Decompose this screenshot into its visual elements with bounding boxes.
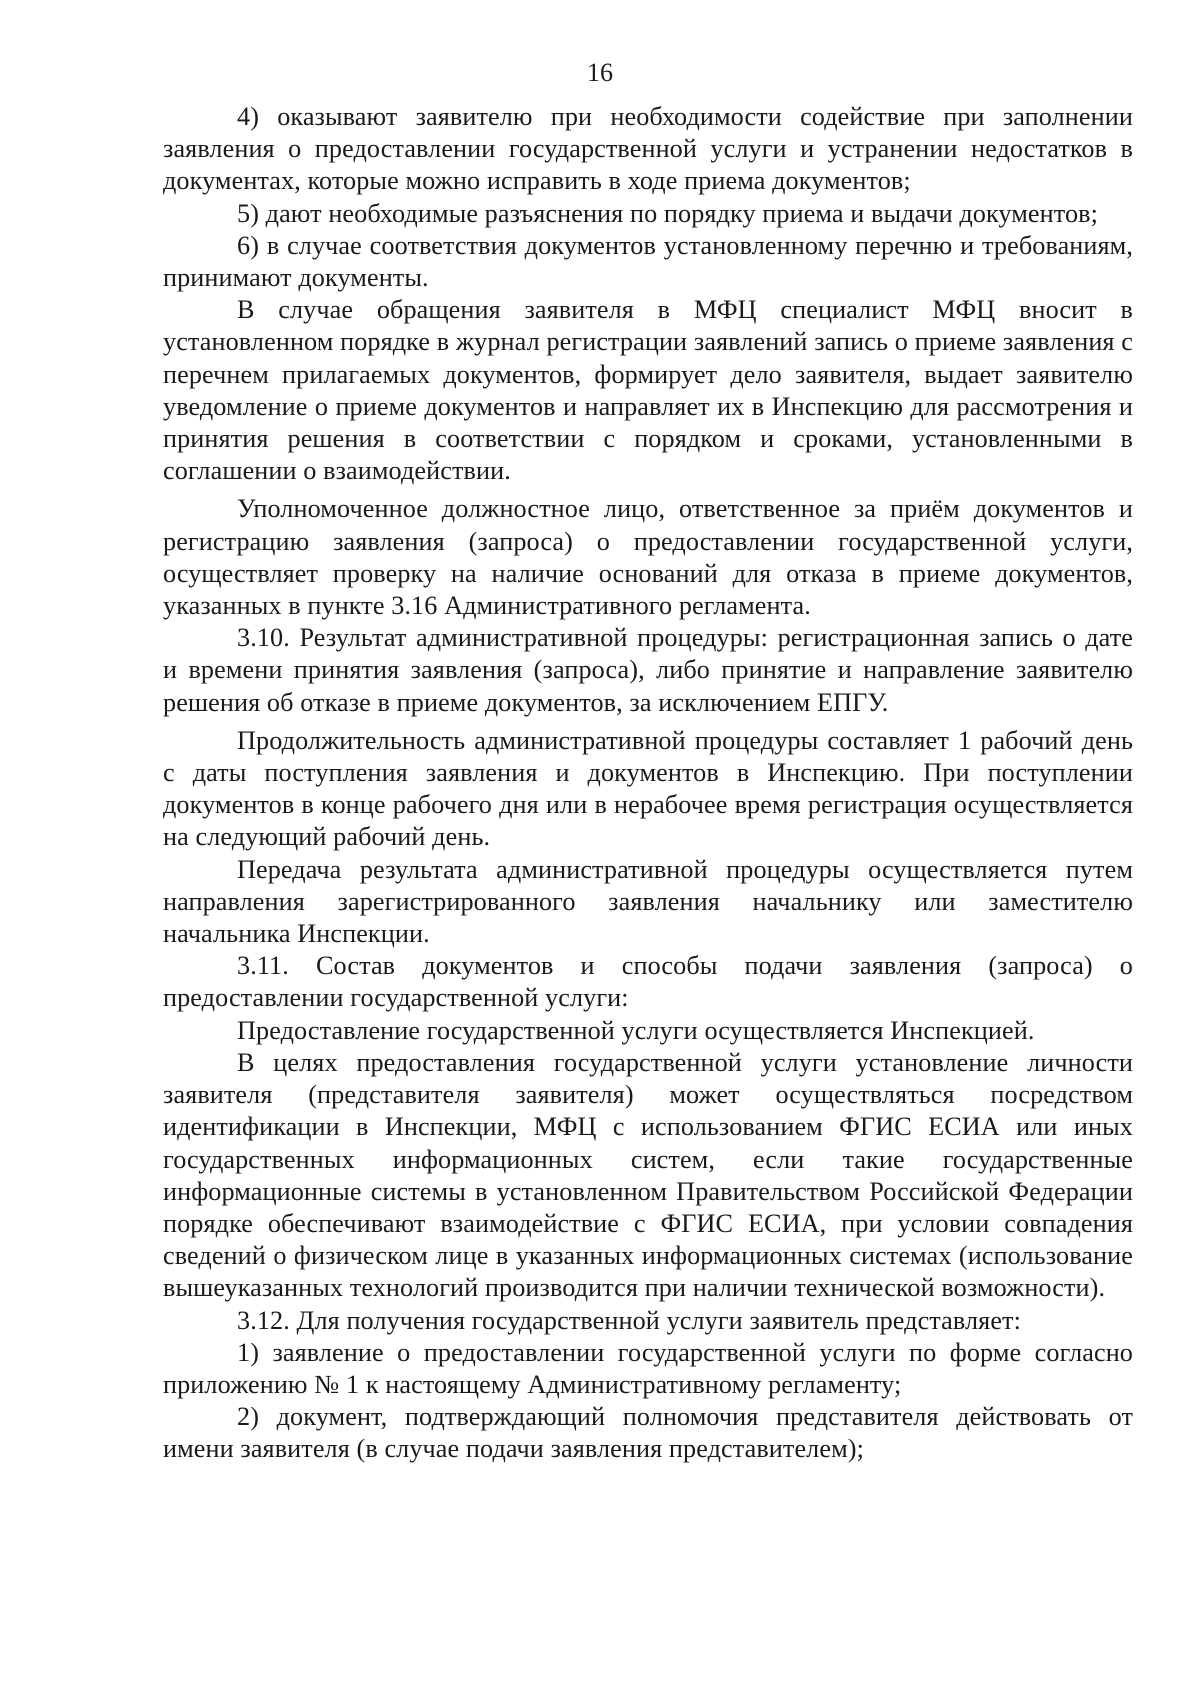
paragraph-item-5: 5) дают необходимые разъяснения по порядку приема и выдачи документов;	[237, 198, 1099, 228]
paragraph-3-12: 3.12. Для получения государственной услуги заявитель представляет:	[237, 1305, 1021, 1335]
paragraph-duration: Продолжительность административной процедуры составляет 1 рабочий день с даты поступления заявления и документов в Инспекцию. При поступлении документов в конце рабочего дня или в нерабочее время регистрация осуществляется на следующий рабочий день.	[163, 725, 1133, 852]
paragraph-mfc-registration: В случае обращения заявителя в МФЦ специалист МФЦ вносит в установленном порядке в журнал регистрации заявлений запись о приеме заявления с перечнем прилагаемых документов, формирует дело заявителя, выдает заявителю уведомление о приеме документов и направляет их в Инспекцию для рассмотрения и принятия решения в соответствии с порядком и сроками, установленными в соглашении о взаимодействии.	[163, 295, 1133, 486]
paragraph-provider: Предоставление государственной услуги осуществляется Инспекцией.	[237, 1015, 1035, 1045]
document-body	[163, 101, 1133, 1466]
paragraph-3-11: 3.11. Состав документов и способы подачи заявления (запроса) о предоставлении государственной услуги:	[163, 951, 1133, 1013]
page-number: 16	[587, 58, 613, 87]
paragraph-authorized-official: Уполномоченное должностное лицо, ответственное за приём документов и регистрацию заявления (запроса) о предоставлении государственной услуги, осуществляет проверку на наличие оснований для отказа в приеме документов, указанных в пункте 3.16 Административного регламента.	[163, 494, 1133, 621]
paragraph-identification: В целях предоставления государственной услуги установление личности заявителя (представителя заявителя) может осуществляться посредством идентификации в Инспекции, МФЦ с использованием ФГИС ЕСИА или иных государственных информационных систем, если такие государственные информационные системы в установленном Правительством Российской Федерации порядке обеспечивают взаимодействие с ФГИС ЕСИА, при условии совпадения сведений о физическом лице в указанных информационных системах (использование вышеуказанных технологий производится при наличии технической возможности).	[163, 1047, 1133, 1303]
paragraph-list-item-2: 2) документ, подтверждающий полномочия представителя действовать от имени заявителя (в случае подачи заявления представителем);	[163, 1402, 1133, 1464]
paragraph-list-item-1: 1) заявление о предоставлении государственной услуги по форме согласно приложению № 1 к настоящему Административному регламенту;	[163, 1337, 1133, 1399]
paragraph-3-10: 3.10. Результат административной процедуры: регистрационная запись о дате и времени принятия заявления (запроса), либо принятие и направление заявителю решения об отказе в приеме документов, за исключением ЕПГУ.	[163, 623, 1133, 717]
paragraph-result-transfer: Передача результата административной процедуры осуществляется путем направления зарегистрированного заявления начальнику или заместителю начальника Инспекции.	[163, 854, 1133, 949]
paragraph-item-6: 6) в случае соответствия документов установленному перечню и требованиям, принимают документы.	[163, 230, 1133, 293]
paragraph-item-4: 4) оказывают заявителю при необходимости содействие при заполнении заявления о предоставлении государственной услуги и устранении недостатков в документах, которые можно исправить в ходе приема документов;	[163, 102, 1133, 196]
